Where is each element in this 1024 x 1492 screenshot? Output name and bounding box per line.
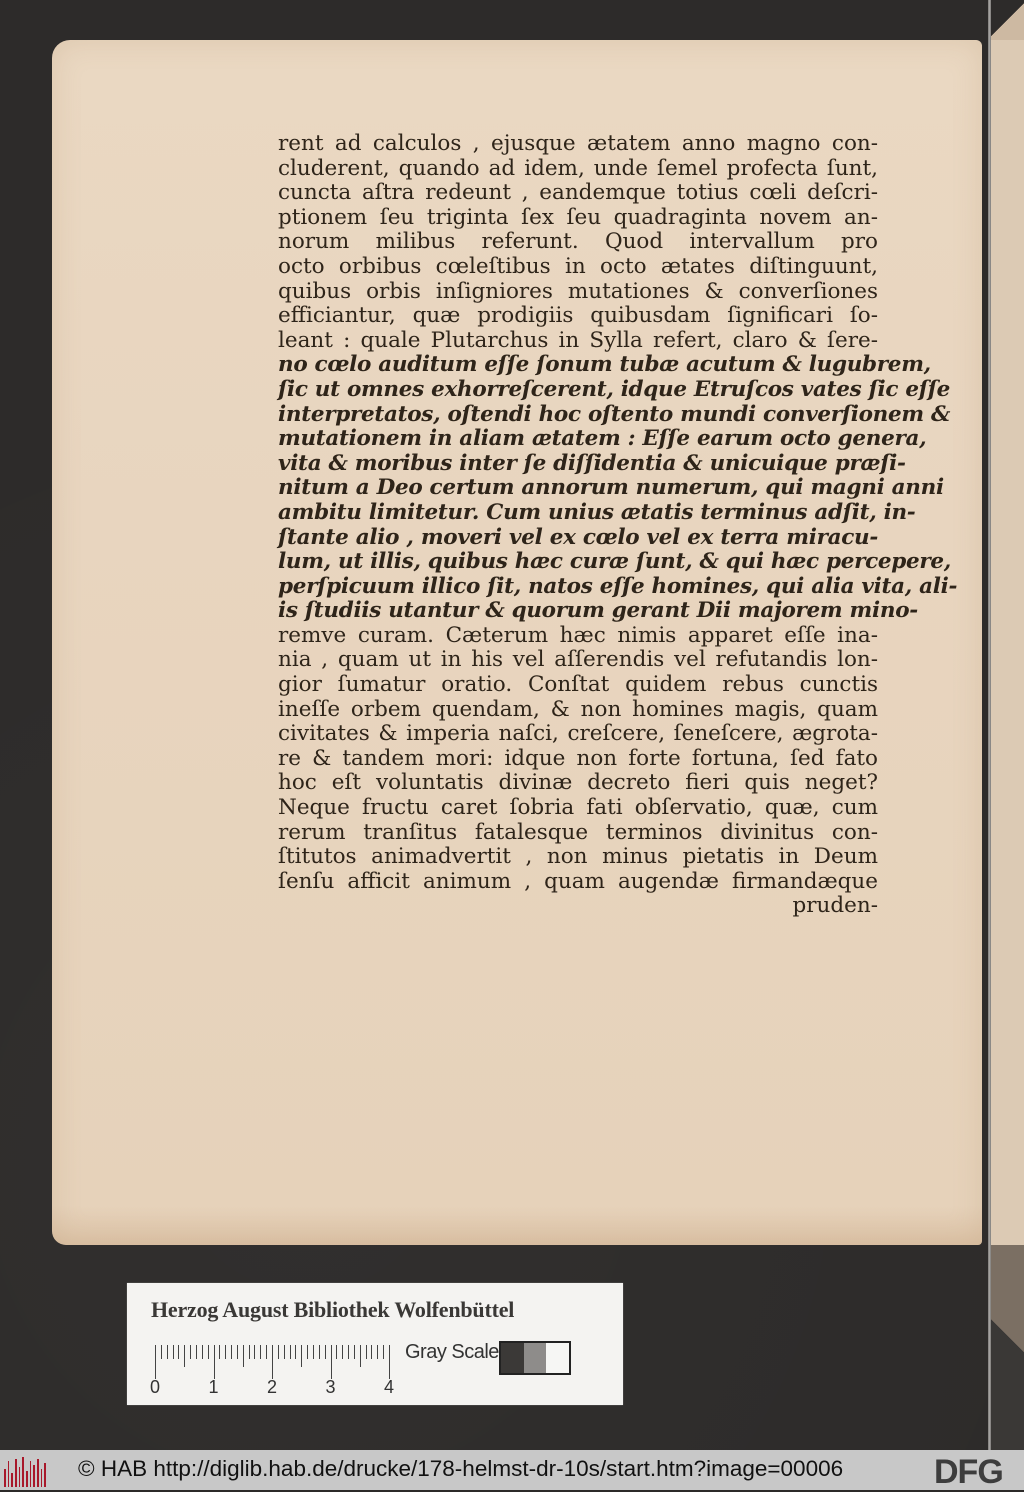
- text-line: perſpicuum illico ſit, natos eſſe homines, qui alia vita, ali-: [278, 573, 958, 599]
- text-line: hoc eſt voluntatis divinæ decreto fieri quis neget?: [278, 770, 878, 796]
- ruler-tick: [225, 1345, 226, 1359]
- ruler: [155, 1345, 395, 1375]
- gray-scale-swatch: [499, 1341, 571, 1375]
- ruler-tick: [219, 1345, 220, 1359]
- text-line: vita & moribus inter ſe diſſidentia & unicuique præſi-: [278, 450, 906, 476]
- ruler-tick: [331, 1345, 332, 1379]
- text-line: ambitu limitetur. Cum unius ætatis terminus adſit, in-: [278, 499, 916, 525]
- ruler-tick: [161, 1345, 162, 1359]
- text-line: cuncta aſtra redeunt , eandemque totius cœli deſcri-: [278, 180, 878, 206]
- ruler-tick: [348, 1345, 349, 1359]
- text-line: no cœlo auditum eſſe ſonum tubæ acutum & lugubrem,: [278, 352, 931, 378]
- text-line: octo orbibus cœleſtibus in octo ætates diſtinguunt,: [278, 253, 878, 279]
- copyright-link[interactable]: © HAB http://diglib.hab.de/drucke/178-helmst-dr-10s/start.htm?image=00006: [78, 1456, 844, 1481]
- text-line: rent ad calculos , ejusque ætatem anno magno con-: [278, 131, 878, 156]
- text-line: is ſtudiis utantur & quorum gerant Dii majorem mino-: [278, 598, 918, 624]
- text-line: ſenſu afficit animum , quam augendæ firmandæque: [278, 868, 878, 894]
- text-line: norum milibus referunt. Quod intervallum pro: [278, 229, 878, 255]
- ruler-tick: [278, 1345, 279, 1359]
- gray-swatch-0: [501, 1343, 524, 1373]
- ruler-tick: [260, 1345, 261, 1359]
- ruler-tick: [377, 1345, 378, 1359]
- text-line: quibus orbis inſigniores mutationes & converſiones: [278, 278, 878, 304]
- ruler-tick: [173, 1345, 174, 1359]
- ruler-labels: [147, 1377, 417, 1399]
- ruler-label: 2: [267, 1377, 278, 1397]
- text-line: ptionem ſeu triginta ſex ſeu quadraginta novem an-: [278, 204, 878, 230]
- ruler-tick: [336, 1345, 337, 1359]
- footer-bar: [0, 1450, 1024, 1490]
- ruler-label: 0: [150, 1377, 161, 1397]
- ruler-tick: [249, 1345, 250, 1359]
- gray-swatch-2: [546, 1343, 569, 1373]
- text-line: leant : quale Plutarchus in Sylla refert, claro & ſere-: [278, 327, 878, 353]
- ruler-tick: [389, 1345, 390, 1379]
- text-line: ineſſe orbem quendam, & non homines magis, quam: [278, 696, 878, 722]
- ruler-tick: [354, 1345, 355, 1359]
- gray-swatch-1: [524, 1343, 547, 1373]
- ruler-tick: [231, 1345, 232, 1359]
- facing-page-bottom: [991, 1245, 1024, 1450]
- ruler-tick: [284, 1345, 285, 1359]
- ruler-tick: [360, 1345, 361, 1367]
- catchword: pruden-: [792, 893, 878, 919]
- page-text: [278, 131, 958, 919]
- gray-scale-label: Gray Scale: [405, 1341, 499, 1363]
- text-line: lum, ut illis, quibus hæc curæ ſunt, & qui hæc percepere,: [278, 549, 951, 575]
- text-line: civitates & imperia naſci, creſcere, ſeneſcere, ægrota-: [278, 721, 878, 747]
- ruler-tick: [342, 1345, 343, 1359]
- ruler-tick: [301, 1345, 302, 1367]
- ruler-tick: [196, 1345, 197, 1359]
- ruler-tick: [266, 1345, 267, 1359]
- ruler-tick: [307, 1345, 308, 1359]
- ruler-tick: [237, 1345, 238, 1359]
- ruler-tick: [383, 1345, 384, 1359]
- ruler-tick: [243, 1345, 244, 1367]
- ruler-tick: [295, 1345, 296, 1359]
- ruler-tick: [202, 1345, 203, 1359]
- ruler-tick: [325, 1345, 326, 1359]
- ruler-tick: [254, 1345, 255, 1359]
- facing-page-corner: [991, 0, 1024, 40]
- text-line: Neque fructu caret ſobria fati obſervatio, quæ, cum: [278, 795, 878, 821]
- library-name: Herzog August Bibliothek Wolfenbüttel: [151, 1297, 515, 1322]
- ruler-tick: [155, 1345, 156, 1379]
- ruler-label: 4: [384, 1377, 395, 1397]
- scale-card: [127, 1283, 623, 1405]
- text-line: cluderent, quando ad idem, unde ſemel profecta ſunt,: [278, 155, 878, 181]
- text-line: mutationem in aliam ætatem : Eſſe earum octo genera,: [278, 426, 927, 452]
- ruler-tick: [214, 1345, 215, 1379]
- facing-page-edge: [991, 40, 1024, 1245]
- text-line: remve curam. Cæterum hæc nimis apparet eſſe ina-: [278, 622, 878, 648]
- ruler-label: 1: [208, 1377, 219, 1397]
- ruler-label: 3: [325, 1377, 336, 1397]
- ruler-tick: [184, 1345, 185, 1367]
- text-line: ſtitutos animadvertit , non minus pietatis in Deum: [278, 844, 878, 870]
- text-line: nia , quam ut in his vel aſſerendis vel refutandis lon-: [278, 647, 878, 673]
- ruler-tick: [190, 1345, 191, 1359]
- ruler-tick: [371, 1345, 372, 1359]
- text-line: re & tandem mori: idque non forte fortuna, ſed fato: [278, 745, 878, 771]
- book-gutter: [988, 0, 991, 1450]
- ruler-tick: [208, 1345, 209, 1359]
- ruler-tick: [290, 1345, 291, 1359]
- text-line: ſic ut omnes exhorreſcerent, idque Etruſcos vates ſic eſſe: [278, 376, 951, 402]
- ruler-tick: [178, 1345, 179, 1359]
- hab-barcode-logo-icon: [4, 1457, 46, 1487]
- dfg-logo: DFG: [934, 1453, 1003, 1491]
- ruler-tick: [167, 1345, 168, 1359]
- ruler-tick: [272, 1345, 273, 1379]
- ruler-tick: [313, 1345, 314, 1359]
- text-line: gior ſumatur oratio. Conſtat quidem rebus cunctis: [278, 672, 878, 698]
- text-line: nitum a Deo certum annorum numerum, qui magni anni: [278, 475, 944, 501]
- ruler-tick: [366, 1345, 367, 1359]
- text-line: interpretatos, oſtendi hoc oſtento mundi converſionem &: [278, 401, 951, 427]
- ruler-tick: [319, 1345, 320, 1359]
- text-line: efficiantur, quæ prodigiis quibusdam ſignificari ſo-: [278, 303, 878, 329]
- text-line: rerum tranſitus fatalesque terminos divinitus con-: [278, 819, 878, 845]
- text-line: ſtante alio , moveri vel ex cœlo vel ex terra miracu-: [278, 524, 878, 550]
